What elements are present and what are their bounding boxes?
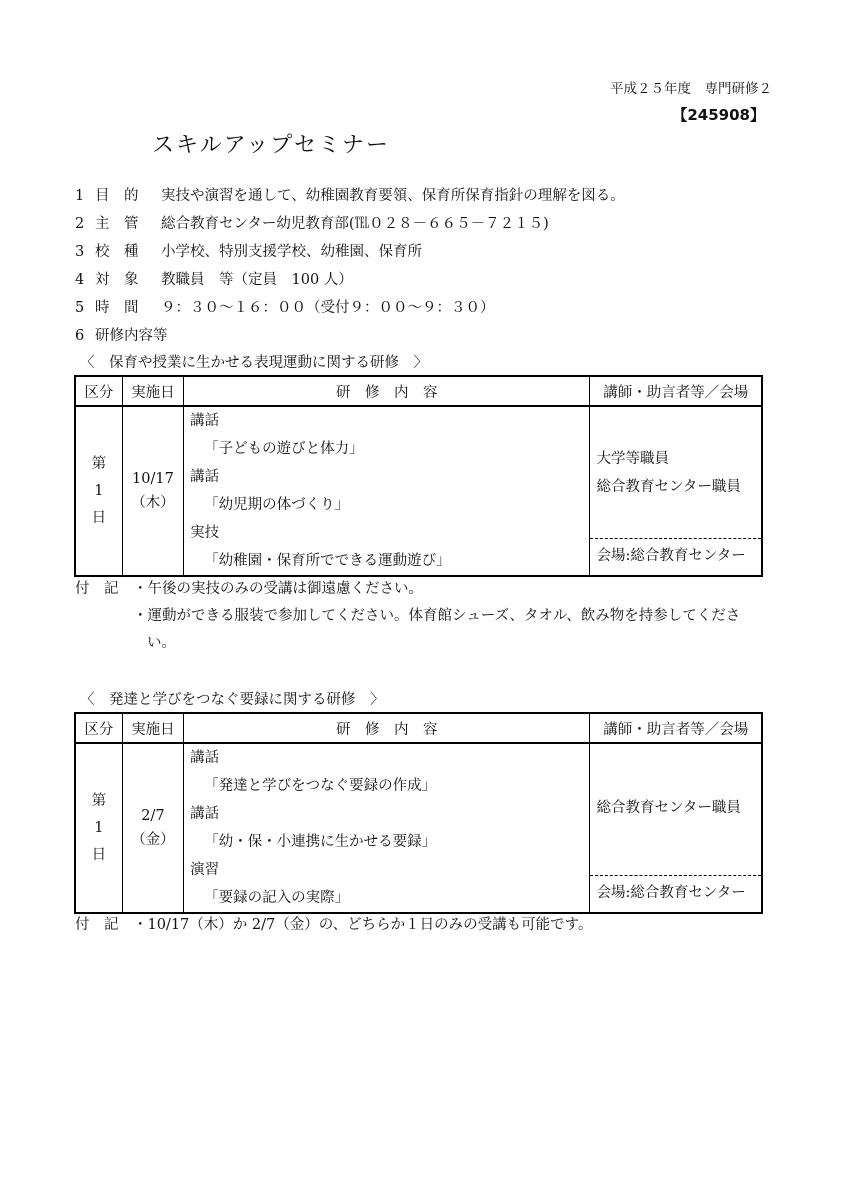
header-kubun: 区分 xyxy=(75,376,122,406)
session-notes xyxy=(75,576,423,602)
header-date: 実施日 xyxy=(122,376,183,406)
lecturer-cell xyxy=(590,743,762,913)
date-value: 2/7 xyxy=(141,808,165,824)
content-line: 「要録の記入の実際」 xyxy=(204,890,350,906)
note-line: ・10/17（木）か 2/7（金）の、どちらか１日のみの受講も可能です。 xyxy=(133,917,593,933)
day-char: 日 xyxy=(91,846,107,863)
day-cell xyxy=(75,743,122,913)
content-line: 講話 xyxy=(190,469,220,485)
item-text: 実技や演習を通して、幼稚園教育要領、保育所保育指針の理解を図る。 xyxy=(161,188,625,204)
day-char: 1 xyxy=(94,482,104,499)
day-char: 1 xyxy=(94,819,104,836)
session-notes-cont xyxy=(75,603,740,629)
content-cell xyxy=(184,743,590,913)
content-cell xyxy=(184,406,590,576)
content-line: 「幼児期の体づくり」 xyxy=(204,497,350,513)
header-kubun: 区分 xyxy=(75,713,122,743)
content-line: 演習 xyxy=(190,862,220,878)
session-notes xyxy=(75,912,593,938)
header-content: 研 修 内 容 xyxy=(184,376,590,406)
item-number: 4 xyxy=(75,272,85,288)
item-label: 校 種 xyxy=(95,244,139,260)
item-number: 1 xyxy=(75,188,85,204)
item-text: 教職員 等（定員 100 人） xyxy=(161,272,353,288)
item-text: 研修内容等 xyxy=(95,328,168,344)
weekday-value: （金） xyxy=(131,832,175,848)
day-char: 第 xyxy=(91,455,107,472)
item-text: 小学校、特別支援学校、幼稚園、保育所 xyxy=(161,244,422,260)
content-line: 「子どもの遊びと体力」 xyxy=(204,441,364,457)
venue: 会場:総合教育センター xyxy=(590,875,761,910)
item-number: 2 xyxy=(75,216,85,232)
item-school-type xyxy=(75,240,422,261)
header-lecturer: 講師・助言者等／会場 xyxy=(590,713,762,743)
note-line: い。 xyxy=(147,635,176,651)
page-title: スキルアップセミナー xyxy=(152,133,391,158)
course-table xyxy=(74,375,763,577)
note-label: 付 記 xyxy=(75,917,119,933)
date-cell xyxy=(122,406,183,576)
note-line: ・午後の実技のみの受講は御遠慮ください。 xyxy=(133,581,423,597)
item-label: 対 象 xyxy=(95,272,139,288)
item-text: 総合教育センター幼児教育部(℡０２８－６６５－７２１５) xyxy=(161,216,549,232)
header-lecturer: 講師・助言者等／会場 xyxy=(590,376,762,406)
item-label: 主 管 xyxy=(95,216,139,232)
item-time xyxy=(75,296,495,317)
lecturer-cell xyxy=(590,406,762,576)
day-cell xyxy=(75,406,122,576)
note-line: ・運動ができる服装で参加してください。体育館シューズ、タオル、飲み物を持参してくださ xyxy=(133,608,741,624)
day-char: 日 xyxy=(91,509,107,526)
item-number: 3 xyxy=(75,244,85,260)
section-title: 〈 保育や授業に生かせる表現運動に関する研修 〉 xyxy=(80,355,428,371)
content-line: 「幼・保・小連携に生かせる要録」 xyxy=(204,834,437,850)
item-label: 時 間 xyxy=(95,300,139,316)
section-title: 〈 発達と学びをつなぐ要録に関する研修 〉 xyxy=(80,692,385,708)
item-purpose xyxy=(75,184,625,205)
item-label: 目 的 xyxy=(95,188,139,204)
venue: 会場:総合教育センター xyxy=(590,538,761,573)
header-content: 研 修 内 容 xyxy=(184,713,590,743)
item-number: 6 xyxy=(75,328,85,344)
day-char: 第 xyxy=(91,792,107,809)
table-header-row xyxy=(75,376,762,406)
table-row xyxy=(75,406,762,576)
weekday-value: （木） xyxy=(131,495,175,511)
item-text: ９：３０～１６：００（受付９：００～９：３０） xyxy=(161,300,495,316)
note-label: 付 記 xyxy=(75,581,119,597)
header-date: 実施日 xyxy=(122,713,183,743)
lecturer-name: 総合教育センター職員 xyxy=(596,479,741,495)
item-content xyxy=(75,324,168,345)
session-notes-cont xyxy=(75,630,176,656)
lecturer-name: 総合教育センター職員 xyxy=(596,800,741,816)
lecturer-name: 大学等職員 xyxy=(596,451,669,467)
content-line: 「幼稚園・保育所でできる運動遊び」 xyxy=(204,553,451,569)
content-line: 「発達と学びをつなぐ要録の作成」 xyxy=(204,778,437,794)
item-organizer xyxy=(75,212,549,233)
content-line: 講話 xyxy=(190,806,220,822)
date-cell xyxy=(122,743,183,913)
table-row xyxy=(75,743,762,913)
course-table xyxy=(74,712,763,914)
document-category: 平成２５年度 専門研修２ xyxy=(610,81,772,97)
item-target xyxy=(75,268,353,289)
content-line: 講話 xyxy=(190,413,220,429)
course-code: 【245908】 xyxy=(672,106,765,124)
item-number: 5 xyxy=(75,300,85,316)
table-header-row xyxy=(75,713,762,743)
content-line: 講話 xyxy=(190,750,220,766)
date-value: 10/17 xyxy=(132,471,174,487)
content-line: 実技 xyxy=(190,525,220,541)
